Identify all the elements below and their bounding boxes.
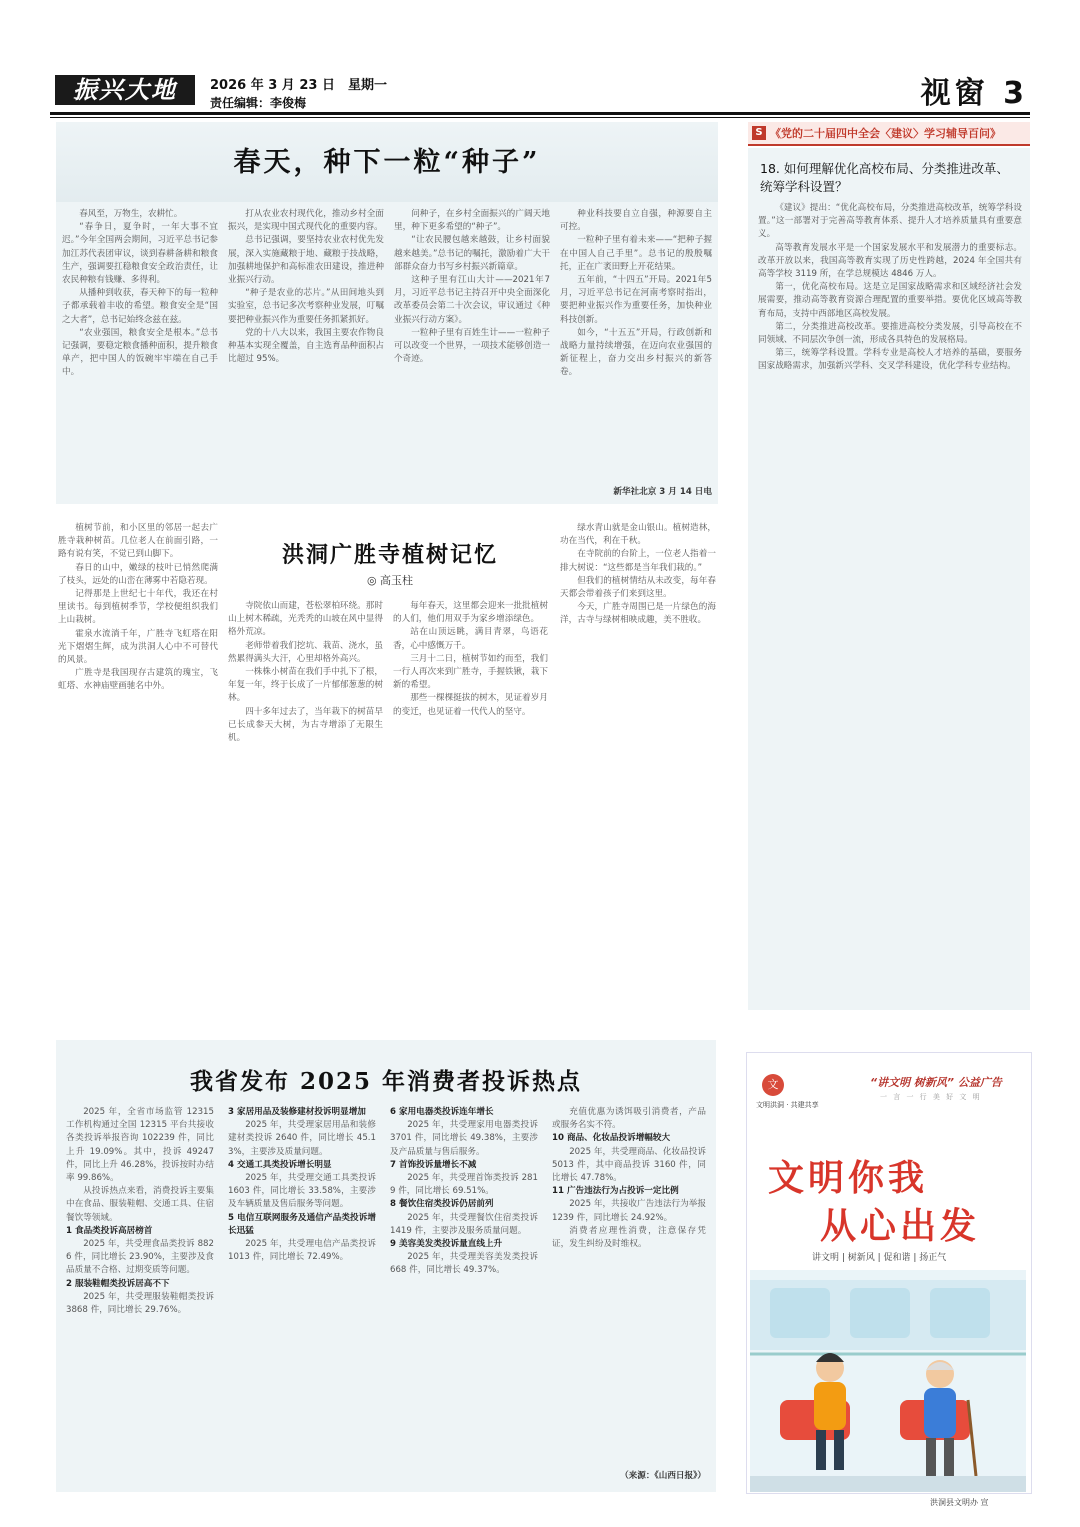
paragraph: 高等教育发展水平是一个国家发展水平和发展潜力的重要标志。改革开放以来，我国高等教育实现了历史性跨越，2024 年全国共有高等学校 3119 所，在学总规模达 4846 万人。 (758, 242, 1022, 280)
article2-middle-column-2 (393, 600, 548, 1040)
paragraph: 《建议》提出：“优化高校布局，分类推进高校改革，统筹学科设置。”这一部署对于完善高等教育体系、提升人才培养质量具有重要意义。 (758, 203, 1022, 240)
paragraph: “农业强国，粮食安全是根本。”总书记强调，要稳定粮食播种面积，提升粮食单产，把中国人的饭碗牢牢端在自己手中。 (62, 327, 218, 378)
newspaper-logo: 振兴大地 (55, 75, 195, 105)
question-title: 18. 如何理解优化高校布局、分类推进改革、统筹学科设置？ (760, 161, 1009, 194)
paragraph: 如今，“十五五”开局，行政创新和战略力量持续增强，在迈向农业强国的新征程上，奋力交出乡村振兴的新答卷。 (560, 327, 712, 378)
article1-byline: 新华社北京 3 月 14 日电 (613, 487, 712, 497)
article2-middle-column-1 (228, 600, 383, 1040)
subheading: 11 广告违法行为占投诉一定比例 (552, 1186, 679, 1197)
bus-window (850, 1288, 910, 1338)
paragraph: 这种子里有江山大计——2021年7月，习近平总书记主持召开中央全面深化改革委员会第二十次会议，审议通过《种业振兴行动方案》。 (394, 275, 550, 325)
young-person-leg (834, 1430, 844, 1470)
paragraph: 一粒种子里有百姓生计——一粒种子可以改变一个世界，一项技术能够创造一个奇迹。 (394, 327, 550, 365)
paragraph: 那些一棵棵挺拔的树木，见证着岁月的变迁，也见证着一代代人的坚守。 (393, 693, 548, 717)
article1-column-2 (228, 208, 384, 498)
paragraph: 今天，广胜寺周围已是一片绿色的海洋，古寺与绿树相映成趣，美不胜收。 (560, 602, 716, 626)
paragraph: 总书记强调，要坚持农业农村优先发展，深入实施藏粮于地、藏粮于技战略，加强耕地保护和高标准农田建设，推进种业振兴行动。 (228, 235, 384, 286)
paragraph: 植树节前，和小区里的邻居一起去广胜寺栽种树苗。几位老人在前面引路，一路有说有笑，不觉已到山脚下。 (58, 523, 218, 560)
subheading: 3 家居用品及装修建材投诉明显增加 (228, 1107, 366, 1117)
paragraph: 春日的山中，嫩绿的枝叶已悄然爬满了枝头，远处的山峦在薄雾中若隐若现。 (58, 562, 218, 586)
article2-right-column (560, 522, 716, 1040)
paragraph: 2025 年，共受理首饰类投诉 2819 件，同比增长 69.51%。 (390, 1173, 538, 1197)
paragraph: 霍泉水流淌千年，广胜寺飞虹塔在阳光下熠熠生辉，成为洪洞人心中不可替代的风景。 (58, 628, 218, 666)
ad-headline-2: 从心出发 (820, 1206, 981, 1247)
paragraph: 2025 年，共受理食品类投诉 8826 件，同比增长 23.90%，主要涉及食品质量不合格、过期变质等问题。 (66, 1239, 214, 1276)
subheading: 1 食品类投诉高居榜首 (66, 1225, 153, 1236)
paragraph: 一株株小树苗在我们手中扎下了根，年复一年，终于长成了一片郁郁葱葱的树林。 (228, 667, 383, 704)
subheading: 7 首饰投诉量增长不减 (390, 1159, 477, 1170)
paragraph: 问种子，在乡村全面振兴的广阔天地里，种下更多希望的“种子”。 (394, 209, 550, 233)
subheading: 9 美容美发类投诉量直线上升 (390, 1239, 503, 1250)
paragraph: 种业科技要自立自强，种源要自主可控。 (560, 209, 712, 233)
article2-author: ◎ 高玉柱 (366, 574, 414, 587)
sidebar-body (758, 202, 1022, 1002)
paragraph: 2025 年，共受理交通工具类投诉 1603 件，同比增长 33.58%，主要涉及车辆质量及售后服务等问题。 (228, 1173, 376, 1210)
article3-column-3 (390, 1106, 538, 1486)
ad-slogan-sub: 一 言 一 行 美 好 文 明 (880, 1093, 982, 1101)
paragraph: 充值优惠为诱饵吸引消费者，产品或服务名实不符。 (552, 1107, 706, 1131)
article3-title: 我省发布 2025 年消费者投诉热点 (189, 1068, 583, 1095)
paragraph: 2025 年，共受理商品、化妆品投诉 5013 件，其中商品投诉 3160 件，同比增长 47.78%。 (552, 1146, 706, 1184)
paragraph: 寺院依山而建，苍松翠柏环绕。那时山上树木稀疏，光秃秃的山坡在风中显得格外荒凉。 (228, 601, 383, 638)
paragraph: “春争日，夏争时，一年大事不宜迟。”今年全国两会期间，习近平总书记参加江苏代表团审议，谈到春耕备耕和粮食生产，强调要扛稳粮食安全政治责任，让农民种粮有钱赚、多得利。 (62, 222, 218, 286)
masthead-rule-thin (50, 117, 1030, 118)
elderly-person-leg (944, 1438, 954, 1476)
article3-column-1 (66, 1106, 214, 1486)
article3-source: （来源：《山西日报》） (620, 1471, 706, 1481)
issue-date: 2026 年 3 月 23 日 星期一 (210, 78, 387, 93)
ad-tags: 讲文明 | 树新风 | 促和谐 | 扬正气 (812, 1253, 947, 1263)
article1-column-4 (560, 208, 712, 484)
paragraph: 从播种到收获，春天种下的每一粒种子都承载着丰收的希望。粮食安全是“国之大者”，总书记始终念兹在兹。 (62, 288, 218, 325)
article3-column-2 (228, 1106, 376, 1486)
ad-credit: 洪洞县文明办 宣 (930, 1498, 989, 1507)
ad-illustration (750, 1270, 1026, 1492)
paragraph: 广胜寺是我国现存古建筑的瑰宝，飞虹塔、水神庙壁画驰名中外。 (58, 668, 218, 692)
article1-column-1 (62, 208, 218, 498)
ad-org-caption: 文明洪洞 · 共建共享 (756, 1101, 819, 1109)
paragraph: 春风至，万物生，农耕忙。 (79, 209, 183, 219)
series-title: 《党的二十届四中全会〈建议〉学习辅导百问》 (770, 127, 1001, 140)
elderly-person-leg (926, 1438, 936, 1476)
paragraph: 一粒种子里有着未来——“把种子握在中国人自己手里”。总书记的殷殷嘱托，正在广袤田野上开花结果。 (560, 235, 712, 272)
paragraph: 2025 年，共受理家居用品和装修建材类投诉 2640 件，同比增长 45.13%，主要涉及质量问题。 (228, 1120, 376, 1157)
article3-column-4 (552, 1106, 706, 1468)
article1-column-3 (394, 208, 550, 498)
subheading: 6 家用电器类投诉连年增长 (390, 1107, 494, 1117)
paragraph: 2025 年，全省市场监管 12315 工作机构通过全国 12315 平台共接收各类投诉举报咨询 102239 件，同比上升 19.09%。其中，投诉 49247 件，同比上升 46.28%，投诉按时办结率 99.86%。 (66, 1107, 214, 1184)
paragraph: 老师带着我们挖坑、栽苗、浇水，虽然累得满头大汗，心里却格外高兴。 (228, 640, 383, 664)
paragraph: 2025 年，共受理家用电器类投诉 3701 件，同比增长 49.38%，主要涉及产品质量与售后服务。 (390, 1120, 538, 1157)
paragraph: 消费者应理性消费，注意保存凭证，发生纠纷及时维权。 (552, 1225, 706, 1250)
paragraph: “让农民腰包越来越鼓，让乡村面貌越来越美。”总书记的嘱托，激励着广大干部群众奋力书写乡村振兴新篇章。 (394, 235, 550, 272)
subheading: 4 交通工具类投诉增长明显 (228, 1159, 332, 1170)
paragraph: 打从农业农村现代化，推动乡村全面振兴，是实现中国式现代化的重要内容。 (228, 209, 384, 233)
paragraph: 2025 年，共接收广告违法行为举报 1239 件，同比增长 24.92%。 (552, 1199, 706, 1223)
paragraph: 从投诉热点来看，消费投诉主要集中在食品、服装鞋帽、交通工具、住宿餐饮等领域。 (66, 1186, 214, 1223)
bus-floor (750, 1476, 1026, 1492)
paragraph: 记得那是上世纪七十年代，我还在村里读书。每到植树季节，学校便组织我们上山栽树。 (58, 589, 218, 626)
paragraph: 站在山顶远眺，满目青翠，鸟语花香，心中感慨万千。 (393, 627, 548, 651)
paragraph: 四十多年过去了，当年栽下的树苗早已长成参天大树，为古寺增添了无限生机。 (228, 706, 383, 744)
bus-window (930, 1288, 990, 1338)
page-number: 3 (1003, 76, 1028, 111)
paragraph: 2025 年，共受理服装鞋帽类投诉 3868 件，同比增长 29.76%。 (66, 1291, 214, 1316)
bus-window (770, 1288, 830, 1338)
subheading: 2 服装鞋帽类投诉居高不下 (66, 1278, 170, 1289)
young-person-leg (816, 1430, 826, 1470)
young-person-body (814, 1382, 846, 1430)
section-header (921, 68, 1028, 112)
ad-headline-1: 文明你我 (768, 1158, 929, 1199)
series-logo-icon: S (752, 126, 766, 140)
paragraph: 每年春天，这里都会迎来一批批植树的人们，他们用双手为家乡增添绿色。 (393, 601, 548, 625)
civilization-emblem-icon: 文 (762, 1074, 784, 1096)
paragraph: 党的十八大以来，我国主要农作物良种基本实现全覆盖，自主选育品种面积占比超过 95%。 (228, 327, 384, 365)
paragraph: 2025 年，共受理电信产品类投诉 1013 件，同比增长 72.49%。 (228, 1239, 376, 1263)
elderly-person-body (924, 1388, 956, 1438)
paragraph: 五年前，“十四五”开局。2021年5月，习近平总书记在河南考察时指出，要把种业振兴作为重要任务，加快种业科技创新。 (560, 275, 712, 325)
ad-slogan: “讲文明 树新风” 公益广告 (870, 1076, 1002, 1089)
editor-credit: 责任编辑：李俊梅 (210, 96, 307, 110)
paragraph: 绿水青山就是金山银山。植树造林，功在当代，利在千秋。 (560, 523, 716, 547)
section-name: 视窗 (920, 76, 989, 111)
paragraph: 第三，统筹学科设置。学科专业是高校人才培养的基础，要服务国家战略需求，加强新兴学科、交叉学科建设，优化学科专业结构。 (758, 348, 1022, 372)
paragraph: 第一，优化高校布局。这是立足国家战略需求和区域经济社会发展需要，推动高等教育资源合理配置的重要举措。要优化区域高等教育布局，支持中西部地区高校发展。 (758, 282, 1022, 319)
paragraph: 但我们的植树情结从未改变，每年春天都会带着孩子们来到这里。 (560, 575, 716, 600)
masthead-rule (50, 112, 1030, 115)
paragraph: 第二，分类推进高校改革。要推进高校分类发展，引导高校在不同领域、不同层次争创一流，形成各具特色的发展格局。 (758, 321, 1022, 346)
paragraph: “种子是农业的芯片。”从田间地头到实验室，总书记多次考察种业发展，叮嘱要把种业振兴作为重要任务抓紧抓好。 (228, 288, 384, 325)
subheading: 10 商品、化妆品投诉增幅较大 (552, 1133, 671, 1144)
paragraph: 在寺院前的台阶上，一位老人指着一排大树说：“这些都是当年我们栽的。” (560, 549, 716, 573)
paragraph: 三月十二日，植树节如约而至，我们一行人再次来到广胜寺，手握铁锹，栽下新的希望。 (393, 653, 548, 691)
paragraph: 2025 年，共受理美容美发类投诉 668 件，同比增长 49.37%。 (390, 1252, 538, 1276)
article2-title: 洪洞广胜寺植树记忆 (281, 542, 498, 568)
article1-title: 春天，种下一粒“种子” (233, 147, 541, 178)
paragraph: 2025 年，共受理餐饮住宿类投诉 1419 件，主要涉及服务质量问题。 (390, 1212, 538, 1236)
article2-left-column (58, 522, 218, 1042)
subheading: 8 餐饮住宿类投诉仍居前列 (390, 1199, 494, 1210)
subheading: 5 电信互联网服务及通信产品类投诉增长迅猛 (228, 1212, 376, 1236)
